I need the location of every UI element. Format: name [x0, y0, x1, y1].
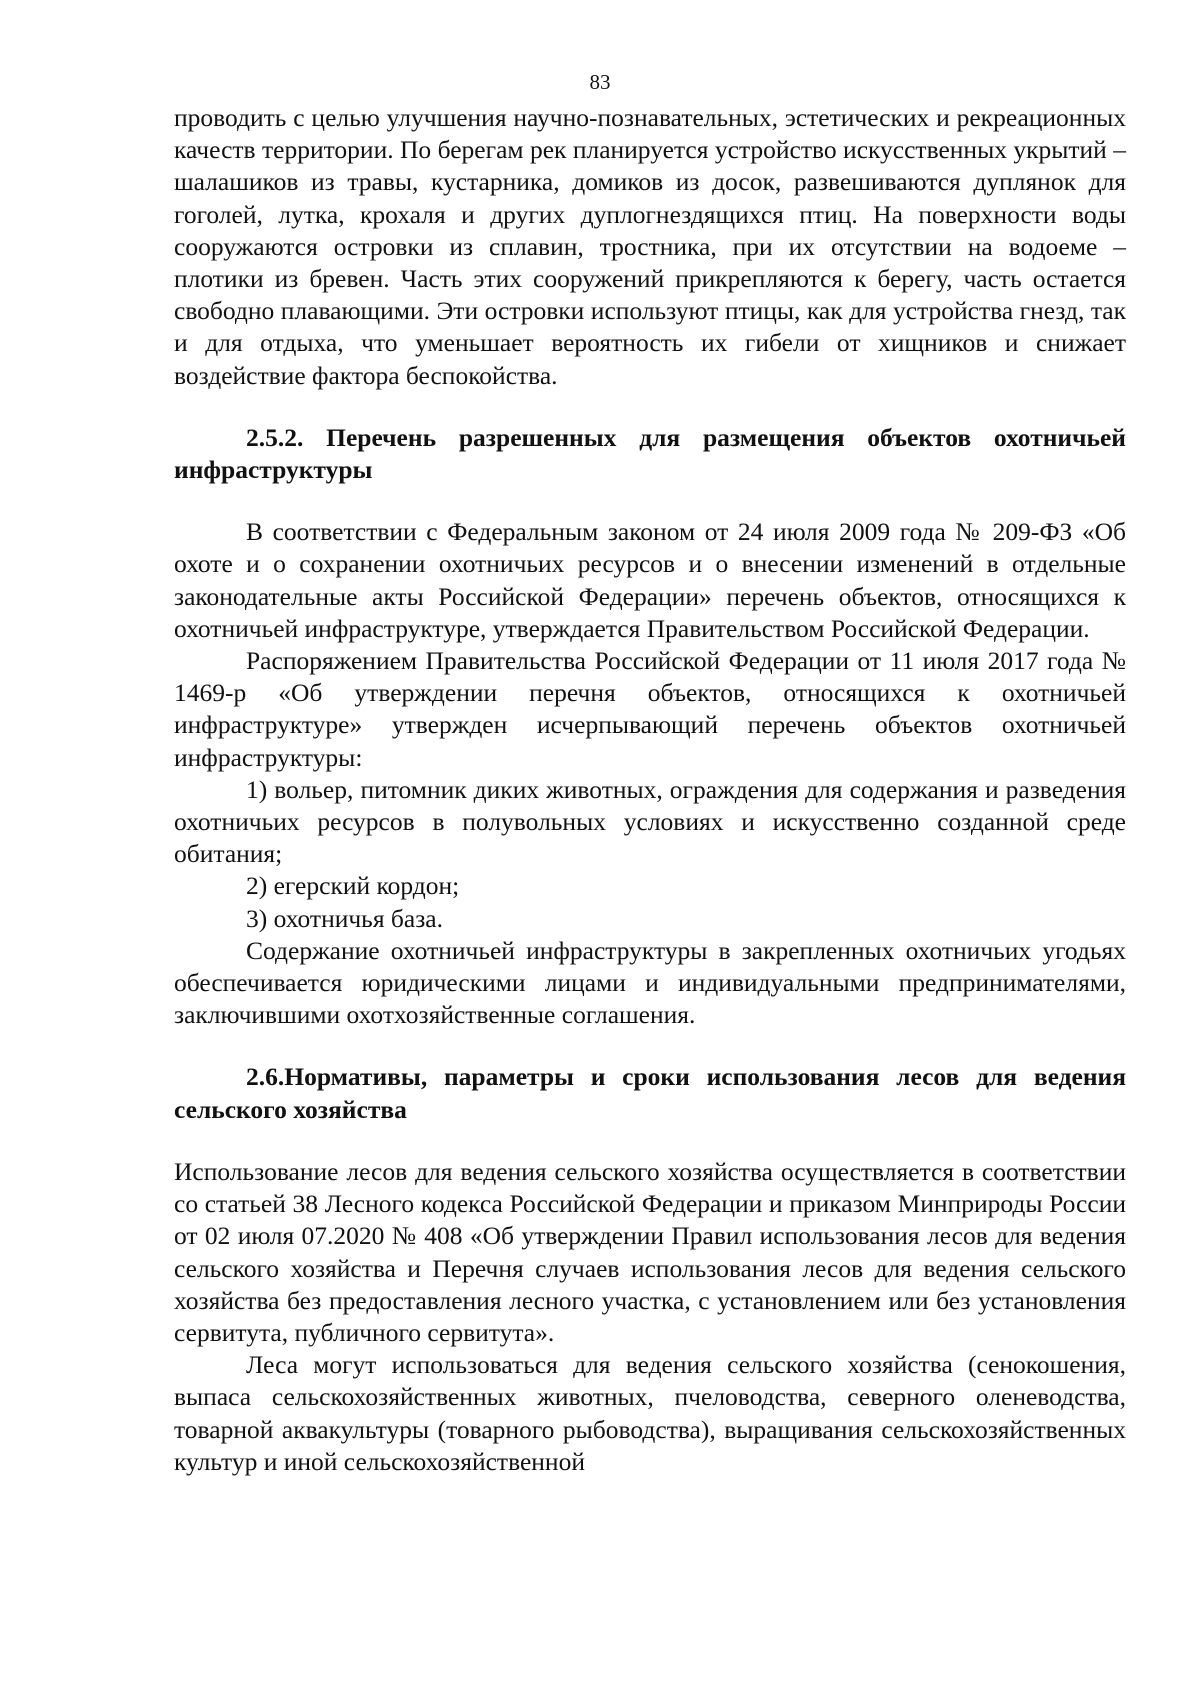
- paragraph-maintenance: Содержание охотничьей инфраструктуры в закрепленных охотничьих угодьях обеспечивается юридическими лицами и индивидуальными предпринимателями, заключившими охотхозяйственные соглашения.: [174, 935, 1126, 1030]
- list-item-1: 1) вольер, питомник диких животных, ограждения для содержания и разведения охотничьих ресурсов в полувольных условиях и искусственно созданной среде обитания;: [174, 774, 1126, 869]
- paragraph-forest-use: Использование лесов для ведения сельского хозяйства осуществляется в соответствии со статьей 38 Лесного кодекса Российской Федерации и приказом Минприроды России от 02 июля 07.2020 № 408 «Об утверждении Правил использования лесов для ведения сельского хозяйства и Перечня случаев использования лесов для ведения сельского хозяйства без предоставления лесного участка, с установлением или без установления сервитута, публичного сервитута».: [174, 1156, 1126, 1347]
- paragraph-federal-law: В соответствии с Федеральным законом от 24 июля 2009 года № 209-ФЗ «Об охоте и о сохранении охотничьих ресурсов и о внесении изменений в отдельные законодательные акты Российской Федерации» перечень объектов, относящихся к охотничьей инфраструктуре, утверждается Правительством Российской Федерации.: [174, 517, 1126, 643]
- paragraph-forests-may: Леса могут использоваться для ведения сельского хозяйства (сенокошения, выпаса сельскохозяйственных животных, пчеловодства, северного оленеводства, товарной аквакультуры (товарного рыбоводства), выращивания сельскохозяйственных культур и иной сельскохозяйственной: [174, 1350, 1126, 1476]
- list-item-2: 2) егерский кордон;: [246, 871, 460, 901]
- paragraph-government-order: Распоряжением Правительства Российской Федерации от 11 июля 2017 года № 1469-р «Об утверждении перечня объектов, относящихся к охотничьей инфраструктуре» утвержден исчерпывающий перечень объектов охотничьей инфраструктуры:: [174, 646, 1126, 772]
- page-content: [174, 102, 1126, 1478]
- list-item-3: 3) охотничья база.: [246, 903, 443, 933]
- intro-paragraph: проводить с целью улучшения научно-познавательных, эстетических и рекреационных качеств территории. По берегам рек планируется устройство искусственных укрытий – шалашиков из травы, кустарника, домиков из досок, развешиваются дуплянок для гоголей, лутка, крохаля и других дуплогнездящихся птиц. На поверхности воды сооружаются островки из сплавин, тростника, при их отсутствии на водоеме – плотики из бревен. Часть этих сооружений прикрепляются к берегу, часть остается свободно плавающими. Эти островки используют птицы, как для устройства гнезд, так и для отдыха, что уменьшает вероятность их гибели от хищников и снижает воздействие фактора беспокойства.: [174, 103, 1126, 390]
- section-heading-2-5-2: 2.5.2. Перечень разрешенных для размещения объектов охотничьей инфраструктуры: [174, 422, 1126, 485]
- page-number: 83: [589, 70, 611, 94]
- section-heading-2-6: 2.6.Нормативы, параметры и сроки использования лесов для ведения сельского хозяйства: [174, 1062, 1126, 1124]
